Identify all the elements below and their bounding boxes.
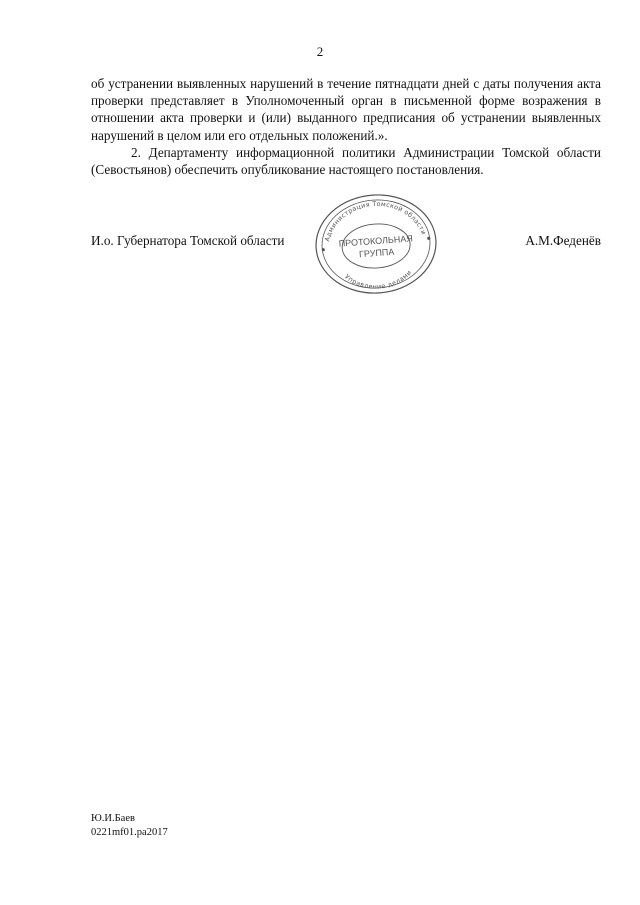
paragraph-2: 2. Департаменту информационной политики Администрации Томской области (Севостьянов) обеспечить опубликование настоящего постановления. (91, 144, 601, 178)
stamp-outer-bottom-text: Управление делами (343, 268, 414, 291)
stamp-outer-top-text: Администрация Томской области (323, 199, 428, 243)
document-footer (91, 812, 168, 840)
paragraph-1: об устранении выявленных нарушений в течение пятнадцати дней с даты получения акта проверки представляет в Уполномоченный орган в письменной форме возражения в отношении акта проверки и (или) выданного предписания об устранении выявленных нарушений в целом или его отдельных положений.». (91, 76, 601, 143)
signatory-name: А.М.Феденёв (525, 233, 601, 248)
page-number: 2 (316, 44, 324, 59)
footer-author: Ю.И.Баев (91, 813, 135, 824)
footer-code: 0221mf01.pa2017 (91, 827, 168, 838)
svg-text:Управление делами (343, 268, 415, 293)
stamp-center-line-1: ПРОТОКОЛЬНАЯ (338, 233, 414, 249)
official-stamp (312, 192, 440, 296)
stamp-center-line-2: ГРУППА (358, 246, 395, 260)
signatory-role: И.о. Губернатора Томской области (91, 233, 285, 248)
document-body (91, 75, 601, 178)
